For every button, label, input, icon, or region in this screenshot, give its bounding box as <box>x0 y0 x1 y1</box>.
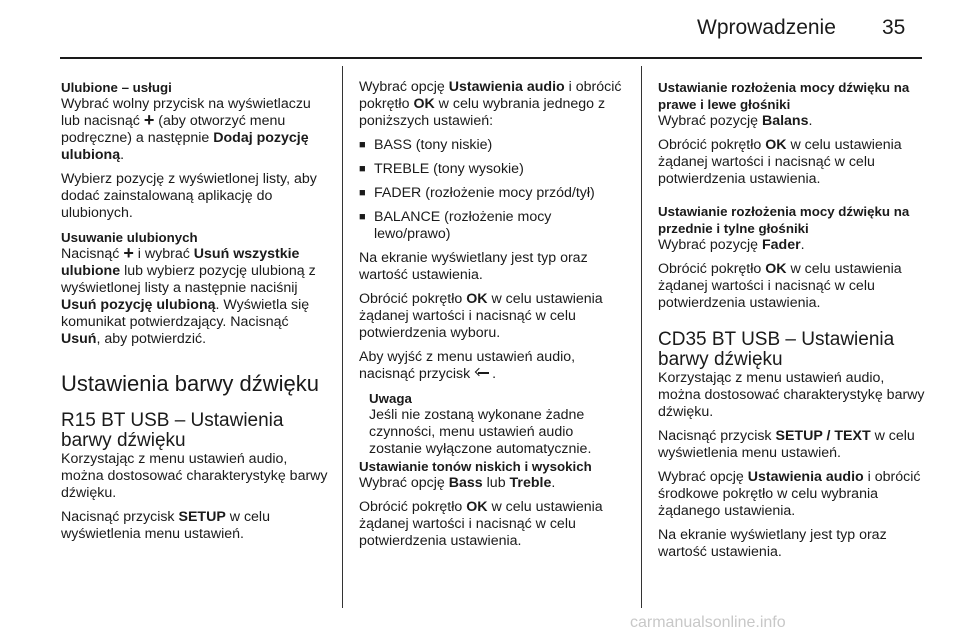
plus-icon: + <box>123 243 134 263</box>
text-run: w celu ustawienia żądanej wartości i nacisnąć w celu potwierdzenia ustawienia. <box>359 499 603 549</box>
plus-icon: + <box>143 110 155 130</box>
text-run: w celu wybrania jednego z poniższych ustawień: <box>359 96 606 129</box>
text-run: . <box>808 113 813 129</box>
bold-term: SETUP / TEXT <box>775 428 871 444</box>
text-run: (aby otworzyć menu podręczne) a następnie <box>61 113 286 146</box>
bold-term: SETUP <box>178 509 226 525</box>
text-run: . <box>492 366 497 382</box>
balance-heading: Ustawianie rozłożenia mocy dźwięku na prawe i lewe głośniki <box>658 80 910 112</box>
cd35-paragraph-3 <box>658 469 930 520</box>
bass-treble-paragraph-2 <box>359 499 629 550</box>
display-paragraph: Na ekranie wyświetlany jest typ oraz wartość ustawienia. <box>359 250 588 283</box>
bold-term: Balans <box>761 113 809 129</box>
cd35-paragraph-2 <box>658 428 930 462</box>
bold-term: OK <box>765 261 787 277</box>
audio-settings-paragraph <box>359 79 629 130</box>
text-run: . <box>800 237 805 253</box>
bold-term: Fader <box>761 237 801 253</box>
text-run: w celu ustawienia żądanej wartości i nacisnąć w celu potwierdzenia wyboru. <box>359 291 603 341</box>
cd35-paragraph-1: Korzystając z menu ustawień audio, można dostosować charakterystykę barwy dźwięku. <box>658 370 925 420</box>
cd35-paragraph-4: Na ekranie wyświetlany jest typ oraz wartość ustawienia. <box>658 527 887 560</box>
page-header-title: Wprowadzenie <box>697 16 836 39</box>
text-run: lub wybierz pozycję ulubioną z wyświetlonej listy a następnie naciśnij <box>61 263 316 296</box>
column-divider-2 <box>641 66 642 608</box>
note-box <box>359 390 629 458</box>
watermark: carmanualsonline.info <box>630 614 786 631</box>
text-run: Wybrać opcję <box>658 469 744 485</box>
fader-paragraph-2 <box>658 261 930 312</box>
text-run: Nacisnąć <box>61 246 120 262</box>
text-run: w celu wyświetlenia menu ustawień. <box>61 509 270 542</box>
remove-favourites-heading: Usuwanie ulubionych <box>61 230 198 245</box>
text-run: Wybrać pozycję <box>658 113 759 129</box>
text-run: Obrócić pokrętło <box>359 291 463 307</box>
header-divider <box>60 57 922 59</box>
bass-treble-paragraph-1 <box>359 475 629 492</box>
text-run: . Wyświetla się komunikat potwierdzający. Nacisnąć <box>61 297 310 330</box>
text-run: i obrócić środkowe pokrętło w celu wybrania żądanego ustawienia. <box>658 469 921 519</box>
text-run: Wybrać wolny przycisk na wyświetlaczu lub nacisnąć <box>61 96 311 129</box>
column-3 <box>658 79 930 568</box>
text-run: Wybrać opcję <box>359 475 445 491</box>
page-number: 35 <box>882 16 906 39</box>
text-run: lub <box>486 475 506 491</box>
fader-heading: Ustawianie rozłożenia mocy dźwięku na przednie i tylne głośniki <box>658 204 910 236</box>
balance-paragraph-2 <box>658 137 930 188</box>
text-run: . <box>551 475 556 491</box>
list-item: ■ FADER (rozłożenie mocy przód/tył) <box>359 185 629 202</box>
settings-bullet-list <box>359 137 629 243</box>
r15-paragraph-1: Korzystając z menu ustawień audio, można dostosować charakterystykę barwy dźwięku. <box>61 451 328 501</box>
column-2 <box>359 79 629 557</box>
text-run: w celu ustawienia żądanej wartości i nacisnąć w celu potwierdzenia ustawienia. <box>658 137 902 187</box>
text-run: Nacisnąć przycisk <box>61 509 175 525</box>
text-run: Obrócić pokrętło <box>658 261 762 277</box>
bold-term: OK <box>466 291 488 307</box>
bold-term: Ustawienia audio <box>448 79 565 95</box>
bold-term: Treble <box>509 475 552 491</box>
favourites-paragraph-2: Wybierz pozycję z wyświetlonej listy, aby dodać zainstalowaną aplikację do ulubionych. <box>61 171 317 221</box>
section-heading: Ustawienia barwy dźwięku <box>61 371 319 396</box>
text-run: , aby potwierdzić. <box>96 331 207 347</box>
text-run: i obrócić pokrętło <box>359 79 622 112</box>
bold-term: Usuń pozycję ulubioną <box>61 297 216 313</box>
list-item: ■ TREBLE (tony wysokie) <box>359 161 629 178</box>
bold-term: OK <box>466 499 488 515</box>
fader-paragraph-1 <box>658 237 930 254</box>
r15-subsection-heading: R15 BT USB – Ustawienia barwy dźwięku <box>61 410 284 451</box>
bold-term: Usuń <box>61 331 97 347</box>
text-run: Obrócić pokrętło <box>359 499 463 515</box>
bold-term: OK <box>413 96 435 112</box>
bold-term: Usuń wszystkie ulubione <box>61 246 300 279</box>
text-run: i wybrać <box>137 246 190 262</box>
cd35-subsection-heading: CD35 BT USB – Ustawienia barwy dźwięku <box>658 329 895 370</box>
favourites-services-heading: Ulubione – usługi <box>61 80 172 95</box>
column-divider-1 <box>342 66 343 608</box>
note-title: Uwaga <box>369 391 412 406</box>
note-text: Jeśli nie zostaną wykonane żadne czynności, menu ustawień audio zostanie wyłączone automatycznie. <box>369 407 592 457</box>
bold-term: Dodaj pozycję ulubioną <box>61 130 309 163</box>
r15-paragraph-2 <box>61 509 331 543</box>
text-run: . <box>120 147 125 163</box>
bass-treble-heading: Ustawianie tonów niskich i wysokich <box>359 459 592 474</box>
column-1 <box>61 79 331 550</box>
list-item: ■ BALANCE (rozłożenie mocy lewo/prawo) <box>359 209 629 243</box>
text-run: w celu ustawienia żądanej wartości i nacisnąć w celu potwierdzenia ustawienia. <box>658 261 902 311</box>
bold-term: Ustawienia audio <box>747 469 864 485</box>
turn-knob-paragraph <box>359 291 629 342</box>
text-run: Wybrać opcję <box>359 79 445 95</box>
text-run: Aby wyjść z menu ustawień audio, nacisnąć przycisk <box>359 349 576 382</box>
bold-term: Bass <box>448 475 483 491</box>
bold-term: OK <box>765 137 787 153</box>
text-run: Nacisnąć przycisk <box>658 428 772 444</box>
favourites-paragraph-1 <box>61 96 331 164</box>
spacer <box>658 195 930 203</box>
exit-menu-paragraph <box>359 349 629 383</box>
list-item: ■ BASS (tony niskie) <box>359 137 629 154</box>
back-arrow-icon <box>475 368 491 378</box>
text-run: w celu wyświetlenia menu ustawień. <box>658 428 915 461</box>
balance-paragraph-1 <box>658 113 930 130</box>
text-run: Obrócić pokrętło <box>658 137 762 153</box>
remove-favourites-paragraph <box>61 243 331 348</box>
text-run: Wybrać pozycję <box>658 237 759 253</box>
